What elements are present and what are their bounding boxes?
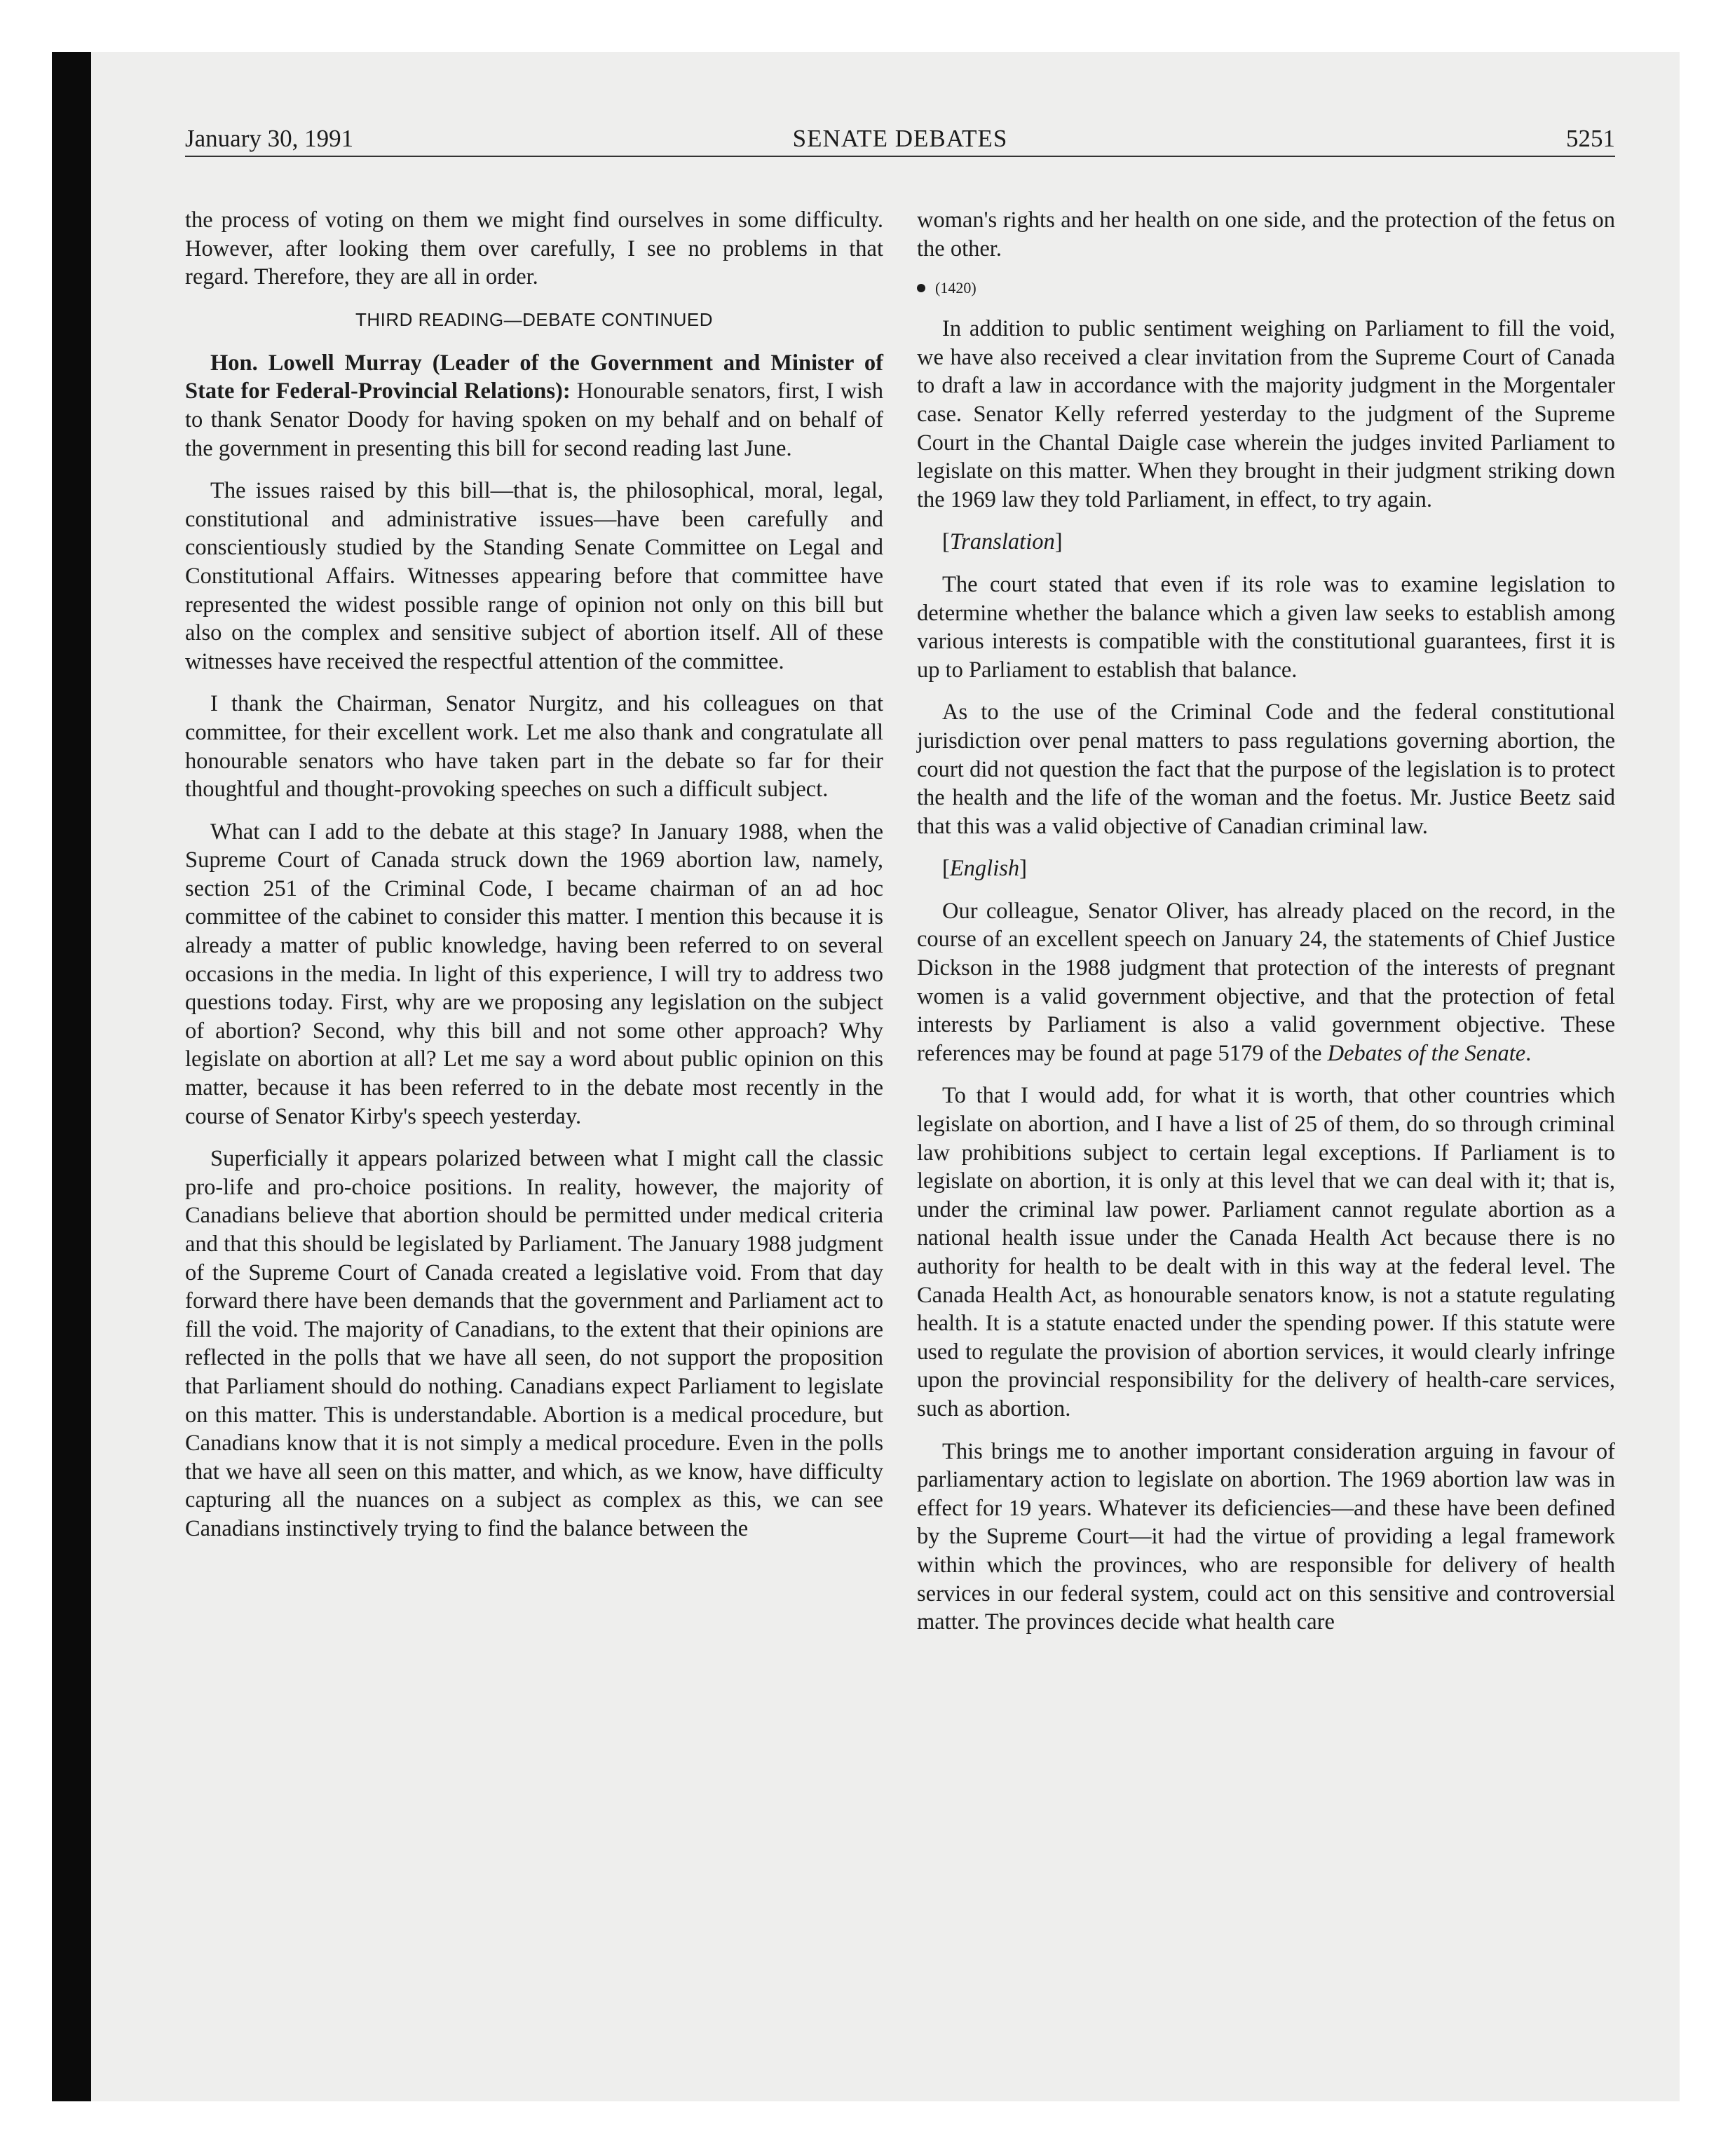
paragraph-text-end: . [1525,1040,1532,1066]
english-label: [English] [942,856,1027,882]
translation-label: [Translation] [942,529,1063,555]
left-column [185,206,883,1557]
binding-edge [52,52,91,2101]
time-marker-text: (1420) [935,279,977,297]
paragraph: the process of voting on them we might find ourselves in some difficulty. However, after looking them over carefully, I see no problems in that regard. Therefore, they are all in order. [185,207,883,290]
section-heading: THIRD READING—DEBATE CONTINUED [355,308,713,330]
header-page-number: 5251 [1566,125,1615,152]
paragraph: The issues raised by this bill—that is, the philosophical, moral, legal, constitutional and administrative issues—have been carefully and conscientiously studied by the Standing Senate Committee on Legal and Constitutional Affairs. Witnesses appearing before that committee have represented the widest possible range of opinion not only on this bill but also on the complex and sensitive subject of abortion itself. All of these witnesses have received the respectful attention of the committee. [185,478,883,674]
paragraph: Superficially it appears polarized between what I might call the classic pro-life and pro-choice positions. In reality, however, the majority of Canadians believe that abortion should be permitted under medical criteria and that this should be legislated by Parliament. The January 1988 judgment of the Supreme Court of Canada created a legislative void. From that day forward there have been demands that the government and Parliament act to fill the void. The majority of Canadians, to the extent that their opinions are reflected in the polls that we have all seen, do not support the proposition that Parliament should do nothing. Canadians expect Parliament to legislate on this matter. This is understandable. Abortion is a medical procedure, but Canadians know that it is not simply a medical procedure. Even in the polls that we have all seen on this matter, and which, as we know, have difficulty capturing all the nuances on a subject as complex as this, we can see Canadians instinctively trying to find the balance between the [185,1146,883,1541]
paragraph-text: Our colleague, Senator Oliver, has already placed on the record, in the course of an excellent speech on January 24, the statements of Chief Justice Dickson in the 1988 judgment that protection of the interests of pregnant women is a valid government objective, and that the protection of fetal interests by Parliament is also a valid government objective. These references may be found at page 5179 of the [917,898,1615,1066]
paragraph: This brings me to another important consideration arguing in favour of parliamentary action to legislate on abortion. The 1969 abortion law was in effect for 19 years. Whatever its deficiencies—and these have been defined by the Supreme Court—it had the virtue of providing a legal framework within which the provinces, who are responsible for delivery of health services in our federal system, could act on this sensitive and controversial matter. The provinces decide what health care [917,1438,1615,1635]
paragraph: To that I would add, for what it is worth, that other countries which legislate on abortion, and I have a list of 25 of them, do so through criminal law prohibitions subject to certain legal exceptions. If Parliament is to legislate on abortion, it is only at this level that we can deal with it; that is, under the criminal law power. Parliament cannot regulate abortion as a national health issue under the Canada Health Act because there is no authority for health to be dealt with in this way at the federal level. The Canada Health Act, as honourable senators know, is not a statute regulating health. It is a statute enacted under the spending power. If this statute were used to regulate the provision of abortion services, it would clearly infringe upon the provincial responsibility for the delivery of health-care services, such as abortion. [917,1083,1615,1421]
paragraph: What can I add to the debate at this stage? In January 1988, when the Supreme Court of Canada struck down the 1969 abortion law, namely, section 251 of the Criminal Code, I became chairman of an ad hoc committee of the cabinet to consider this matter. I mention this because it is already a matter of public knowledge, having been referred to on several occasions in the media. In light of this experience, I will try to address two questions today. First, why are we proposing any legislation on the subject of abortion? Second, why this bill and not some other approach? Why legislate on abortion at all? Let me say a word about public opinion on this matter, because it has been referred to in the debate most recently in the course of Senator Kirby's speech yesterday. [185,819,883,1129]
speaker-paragraph [185,349,883,463]
paragraph: I thank the Chairman, Senator Nurgitz, and his colleagues on that committee, for their excellent work. Let me also thank and congratulate all honourable senators who have taken part in the debate so far for their thoughtful and thought-provoking speeches on such a difficult subject. [185,691,883,803]
time-marker [917,277,1615,299]
running-header [185,122,1615,157]
translation-label-text: Translation [949,529,1055,555]
right-column [917,206,1615,1651]
paragraph: The court stated that even if its role was to examine legislation to determine whether the balance which a given law seeks to establish among various interests is compatible with the constitutional guarantees, first it is up to Parliament to establish that balance. [917,571,1615,683]
bullet-icon [917,284,925,292]
paragraph: woman's rights and her health on one side, and the protection of the fetus on the other. [917,207,1615,261]
speech-text: Honourable senators, first, I wish to thank Senator Doody for having spoken on my behalf and on behalf of the government in presenting this bill for second reading last June. [185,378,883,461]
header-date: January 30, 1991 [185,125,354,152]
paragraph: In addition to public sentiment weighing on Parliament to fill the void, we have also received a clear invitation from the Supreme Court of Canada to draft a law in accordance with the majority judgment in the Morgentaler case. Senator Kelly referred yesterday to the judgment of the Supreme Court in the Chantal Daigle case wherein the judges invited Parliament to legislate on this matter. When they brought in their judgment striking down the 1969 law they told Parliament, in effect, to try again. [917,316,1615,512]
publication-title: Debates of the Senate [1327,1040,1526,1066]
header-title: SENATE DEBATES [792,125,1008,152]
english-label-text: English [949,856,1020,882]
paragraph: As to the use of the Criminal Code and the federal constitutional jurisdiction over penal matters to pass regulations governing abortion, the court did not question the fact that the purpose of the legislation is to protect the health and the life of the woman and the foetus. Mr. Justice Beetz said that this was a valid objective of Canadian criminal law. [917,700,1615,839]
paragraph [917,897,1615,1068]
speaker-name: Hon. Lowell Murray (Leader of the Government and Minister of State for Federal-Provincial Relations): [185,350,883,404]
